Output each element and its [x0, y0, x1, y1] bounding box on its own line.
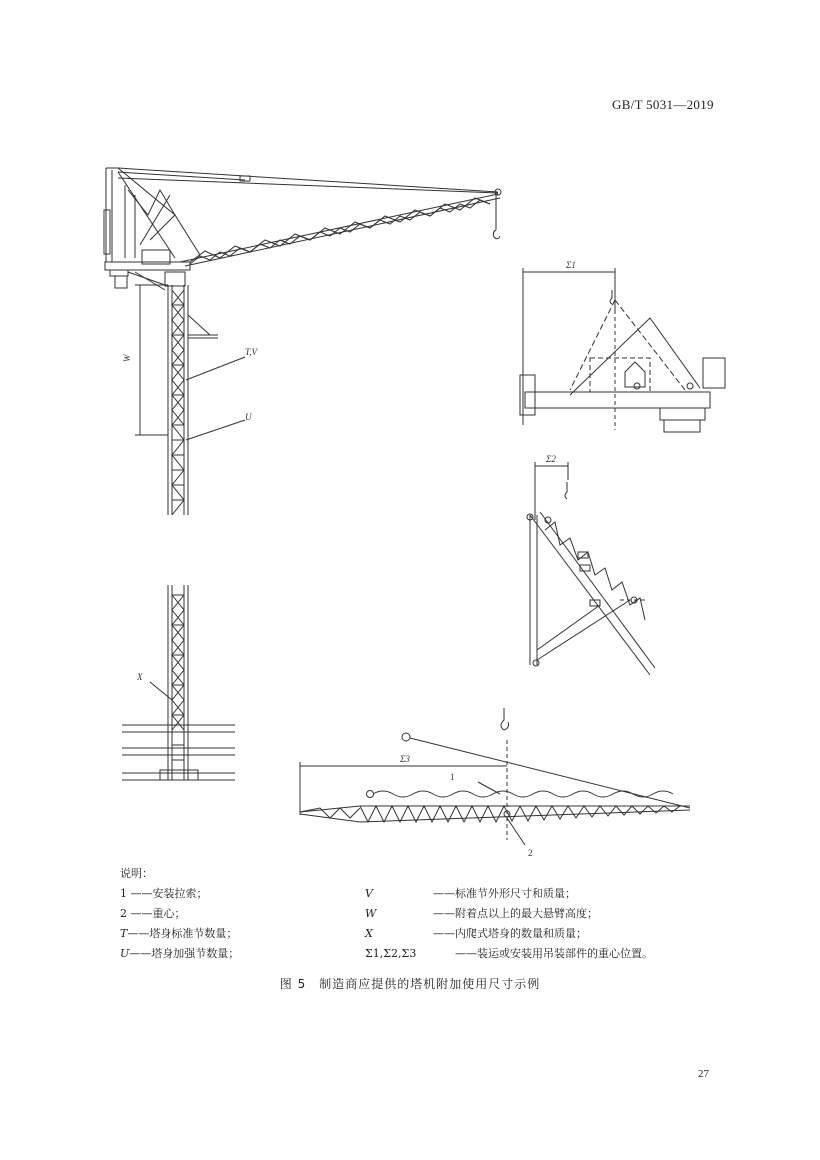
jib-lift-drawing: [300, 708, 690, 858]
legend-right-4: Σ1,Σ2,Σ3 ——装运或安装用吊装部件的重心位置。: [365, 947, 653, 960]
legend-left-2: 2 ——重心；: [120, 907, 186, 920]
page-number: 27: [698, 1068, 709, 1080]
legend-title: 说明：: [120, 867, 153, 880]
legend-left-3: T——塔身标准节数量；: [120, 927, 238, 940]
label-X: X: [137, 672, 143, 682]
label-W: W: [122, 354, 132, 362]
callout-2: 2: [528, 848, 533, 858]
legend-right-2: W ——附着点以上的最大悬臂高度；: [365, 907, 598, 920]
slewing-lift-drawing: [520, 260, 725, 432]
legend-right-3: X ——内爬式塔身的数量和质量；: [365, 927, 587, 940]
label-TV: T,V: [245, 347, 258, 357]
standard-code: GB/T 5031—2019: [612, 97, 714, 112]
legend-left-1: 1 ——安装拉索；: [120, 887, 208, 900]
label-sigma1: Σ1: [566, 260, 576, 270]
label-U: U: [245, 412, 252, 422]
tower-crane-drawing: [104, 168, 501, 515]
inner-climbing-drawing: [122, 585, 235, 780]
legend-left-4: U——塔身加强节数量；: [120, 947, 240, 960]
counter-jib-lift-drawing: [527, 454, 655, 675]
legend-right-1: V ——标准节外形尺寸和质量；: [365, 887, 576, 900]
label-sigma2: Σ2: [546, 454, 556, 464]
label-sigma3: Σ3: [400, 754, 410, 764]
callout-1: 1: [450, 772, 455, 782]
figure-caption: 图 5 制造商应提供的塔机附加使用尺寸示例: [279, 977, 541, 991]
